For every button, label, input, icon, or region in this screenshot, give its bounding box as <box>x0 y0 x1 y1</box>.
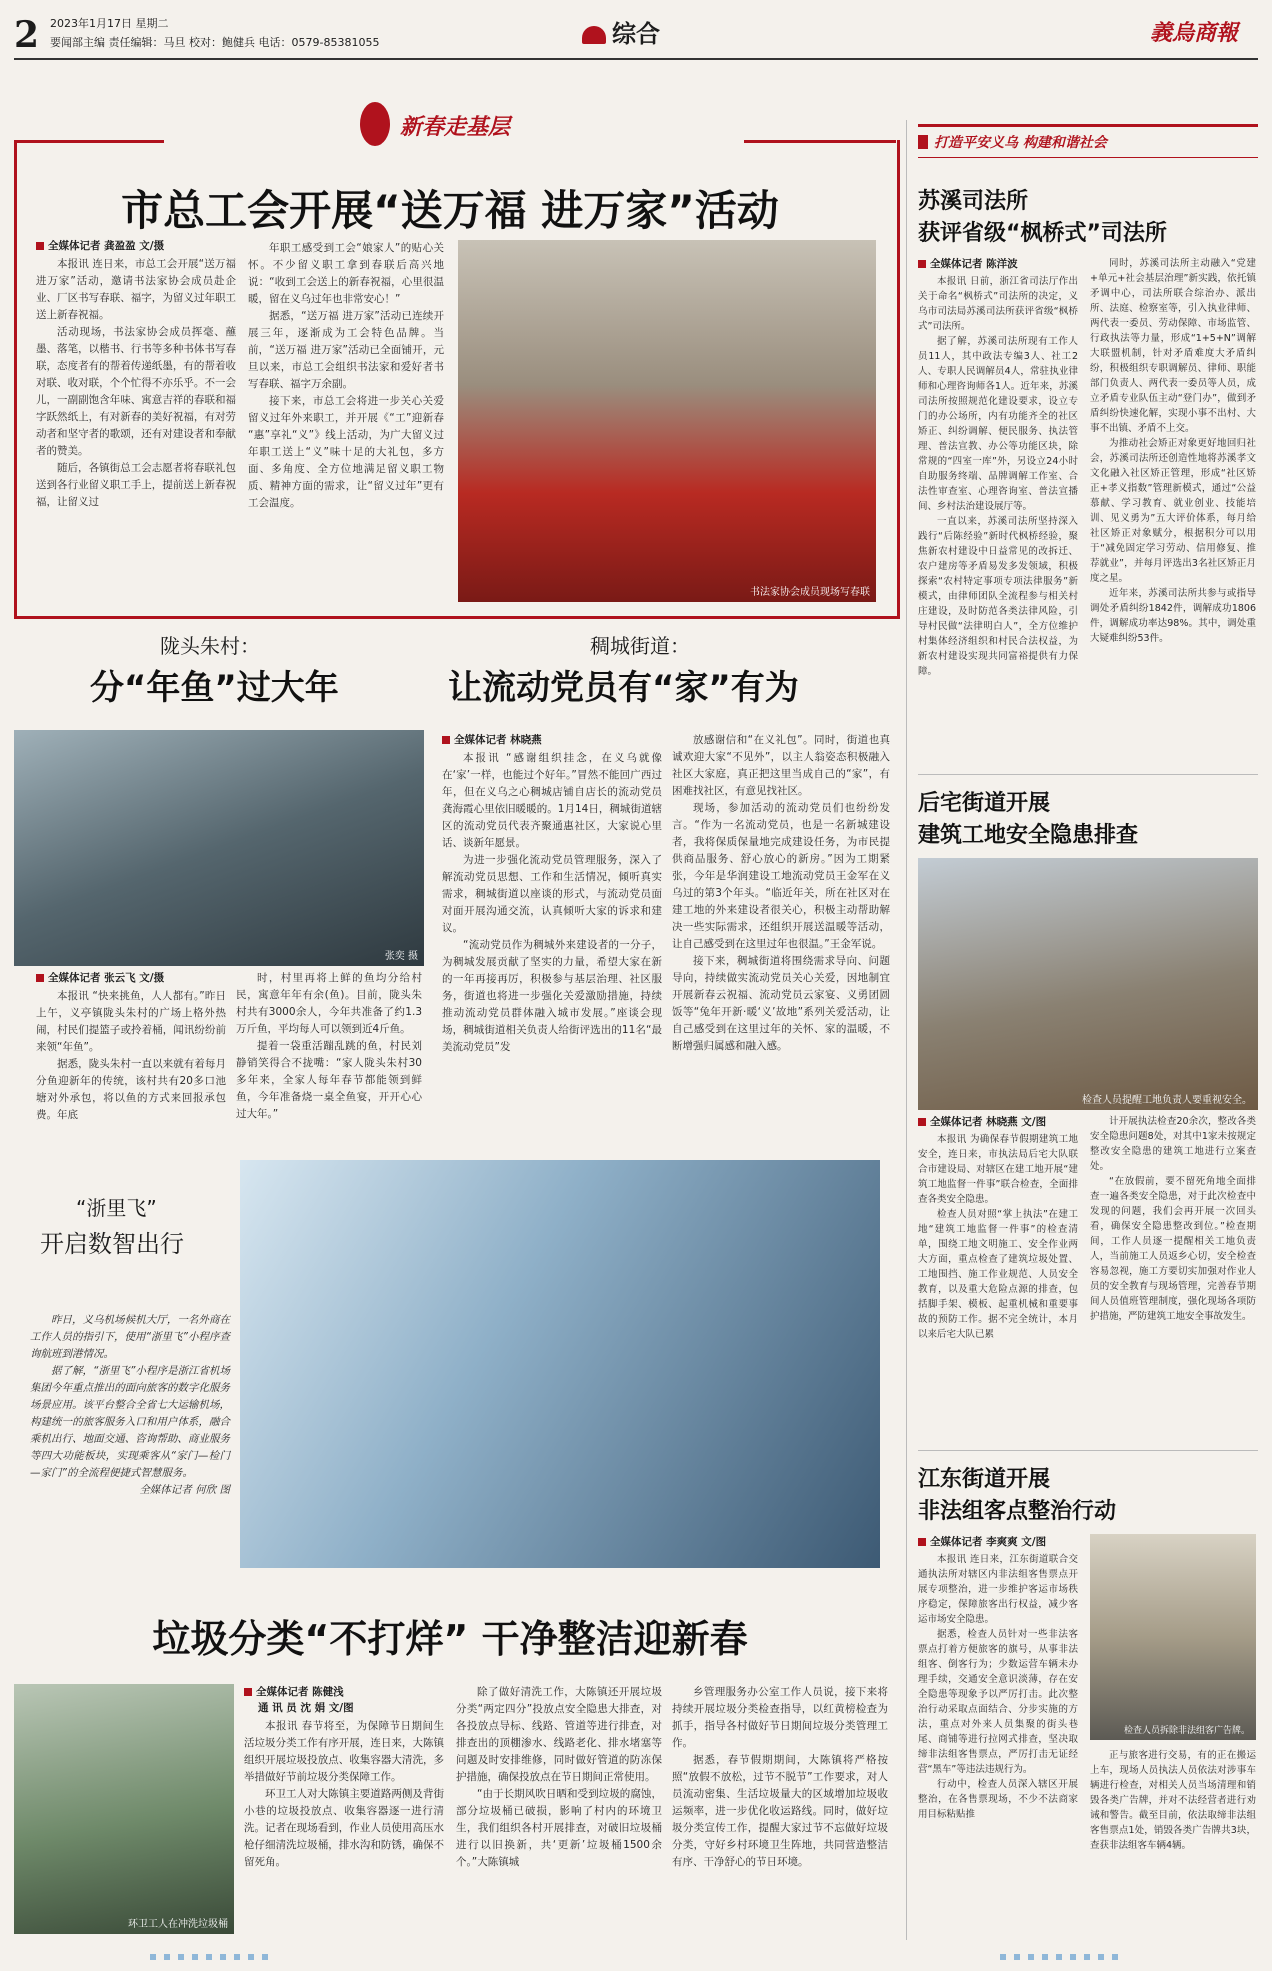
banner-label: 新春走基层 <box>400 115 511 140</box>
page-number: 2 <box>14 14 40 56</box>
fish-kicker: 陇头朱村： <box>160 634 260 658</box>
digital-photo <box>240 1160 880 1568</box>
fish-col2: 时，村里再将上鲜的鱼均分给村民，寓意年年有余(鱼)。目前，陇头朱村共有3000余人，今年共准备了约1.3万斤鱼，平均每人可以领到近4斤鱼。 提着一袋重活蹦乱跳的鱼，村民刘静销笑得合不拢嘴：“家人陇头朱村30多年来，全家人每年春节都能领到鲜鱼，今年准备烧一桌全鱼宴，开开心心过大年。” <box>236 972 422 1120</box>
houzhai-col1: 本报讯 为确保春节假期建筑工地安全，连日来，市执法局后宅大队联合市建设局、对辖区在建工地开展“建筑工地监督一件事”联合检查，全面排查各类安全隐患。 检查人员对照“掌上执法”在建工地“建筑工地监督一件事”的检查清单，围绕工地文明施工、安全作业两大方面，重点检查了建筑垃圾处置、工地围挡、施工作业规范、人员安全教育，以及重大危险点源的排查，包括脚手架、模板、起重机械和重要事故的预防工作。据不完全统计，本月以来后宅大队已累 <box>918 1134 1078 1340</box>
party-title: 让流动党员有“家”有为 <box>448 668 799 708</box>
fish-title: 分“年鱼”过大年 <box>90 668 339 708</box>
suxi-byline: 全媒体记者 陈洋波 <box>918 256 1018 272</box>
suxi-title1: 苏溪司法所 <box>918 189 1029 214</box>
garbage-col3: 乡管理服务办公室工作人员说，接下来将持续开展垃圾分类检查指导，以红黄榜检查为抓手，指导各村做好节日期间垃圾分类管理工作。 据悉，春节假期期间，大陈镇将严格按照“放假不放松，过节不脱节”工作要求，对人员流动密集、生活垃圾量大的区域增加垃圾收运频率，进一步优化收运路线。同时，做好垃圾分类宣传工作，提醒大家过节不忘做好垃圾分类，守好乡村环境卫生阵地，共同营造整洁有序、干净舒心的节日环境。 <box>672 1686 888 1868</box>
party-byline: 全媒体记者 林晓燕 <box>442 732 542 748</box>
garbage-photo-caption: 环卫工人在冲洗垃圾桶 <box>128 1919 228 1930</box>
houzhai-photo-caption: 检查人员提醒工地负责人要重视安全。 <box>1082 1095 1252 1106</box>
suxi-col2: 同时，苏溪司法所主动融入“党建+单元+社会基层治理”新实践，依托镇矛调中心，司法所联合综治办、派出所、法庭、检察室等，引入执业律师、两代表一委员、劳动保障、市场监管、行政执法等力量，形成“1+5+N”调解大联盟机制，针对矛盾难度大矛盾纠纷，积极组织专职调解员、律师、职能部门负责人、两代表一委员等人员，成立矛盾专业队伍主动“登门办”，做到矛盾纠纷快速化解，实现小事不出村、大事不出镇、矛盾不上交。 为推动社会矫正对象更好地回归社会，苏溪司法所还创造性地将苏溪孝文文化融入社区矫正管理，形成“社区矫正+孝义指数”管理新模式，通过“公益慕献、学习教育、就业创业、技能培训、见义勇为”五大评价体系，每月给社区矫正对象赋分，根据积分可以用于“减免固定学习劳动、信用修复、推荐就业”，并每月评选出3名社区矫正月度之星。 近年来，苏溪司法所共参与或指导调处矛盾纠纷1842件，调解成功1806件，调解成功率达98%。其中，调处重大疑难纠纷53件。 <box>1090 258 1256 644</box>
square-icon <box>918 1538 926 1546</box>
lead-title: 市总工会开展“送万福 进万家”活动 <box>121 186 779 235</box>
party-kicker: 稠城街道： <box>590 634 690 658</box>
houzhai-photo <box>918 858 1258 1110</box>
square-icon <box>36 974 44 982</box>
square-icon <box>442 736 450 744</box>
suxi-col1: 本报讯 日前，浙江省司法厅作出关于命名“枫桥式”司法所的决定，义乌市司法局苏溪司法所获评省级“枫桥式”司法所。 据了解，苏溪司法所现有工作人员11人，其中政法专编3人、社工2人、专职人民调解员4人，常驻执业律师和心理咨询师各1人。近年来，苏溪司法所按照规范化建设要求，设立专门的办公场所，内有功能齐全的社区矫正、纠纷调解、便民服务、执法管理、普法宣教、办公等功能区块，除常规的“四室一库”外，另设立24小时自助服务终端、品牌调解工作室、合法性审查室、心理咨询室、普法宣播间、乡村法治建设展厅等。 一直以来，苏溪司法所坚持深入践行“后陈经验”新时代枫桥经验，聚焦新农村建设中日益常见的改拆迁、农户建房等矛盾易发多发领域，积极探索“农村特定事项专项法律服务”新模式，由律师团队全流程参与相关村庄建设，及时防范各类法律风险，引导村民做“法律明白人”，全方位维护村集体经济组织和村民合法权益，为新农村建设实现共同富裕提供有力保障。 <box>918 276 1078 677</box>
garbage-col2: 除了做好清洗工作，大陈镇还开展垃圾分类“两定四分”投放点安全隐患大排查，对各投放点导标、线路、管道等进行排查，对排查出的顶棚渗水、线路老化、排水堵塞等问题及时安排维修，同时做好管道的防冻保护措施，确保投放点在节日期间正常使用。 “由于长期风吹日晒和受到垃圾的腐蚀，部分垃圾桶已破损，影响了村内的环境卫生，我们组织各村开展排查，对破旧垃圾桶进行以旧换新，共‘更新’垃圾桶1500余个。”大陈镇城 <box>456 1686 662 1868</box>
lead-col1: 本报讯 连日来，市总工会开展“送万福 进万家”活动，邀请书法家协会成员赴企业、厂区书写春联、福字，为留义过年职工送上新春祝福。 活动现场，书法家协会成员挥毫、蘸墨、落笔，以楷书、行书等多种书体书写春联，态度者有的帮着传递纸墨，有的帮着收对联、收对联，个个忙得不亦乐乎。不一会儿，一副副饱含年味、寓意吉祥的春联和福字跃然纸上，有对新春的美好祝福，有对劳动者和坚守者的歌颂，还有对建设者和奉献者的赞美。 随后，各镇街总工会志愿者将春联礼包送到各行业留义职工手上，提前送上新春祝福，让留义过 <box>36 258 236 508</box>
square-icon <box>918 135 928 149</box>
jiangdong-col1: 本报讯 连日来，江东街道联合交通执法所对辖区内非法组客售票点开展专项整治，进一步维护客运市场秩序稳定，保障旅客出行权益，减少客运市场安全隐患。 据悉，检查人员针对一些非法客票点打着方便旅客的旗号，从事非法组客、倒客行为；少数运营车辆未办理手续，交通安全意识淡薄，存在安全隐患等现象予以严厉打击。此次整治行动采取点面结合、分步实施的方法，重点对外来人员集聚的街头巷尾、商铺等进行拉网式排查，坚决取缔非法组客售票点，严厉打击无证经营“黑车”等违法违规行为。 行动中，检查人员深入辖区开展整治，在各售票现场，不少不法商家用目标粘贴推 <box>918 1554 1078 1820</box>
header-date: 2023年1月17日 星期二 <box>50 17 169 30</box>
sidebar-tag-text: 打造平安义乌 构建和谐社会 <box>934 135 1107 151</box>
party-col2: 放感谢信和“在义礼包”。同时，街道也真诚欢迎大家“不见外”，以主人翁姿态积极融入社区大家庭，真正把这里当成自己的“家”，有困难找社区，有意见找社区。 现场，参加活动的流动党员们也纷纷发言。“作为一名流动党员，也是一名新城建设者，我将保质保量地完成建设任务，为市民提供商品服务、舒心放心的新房。”因为工期紧张，今年是华润建设工地流动党员王金军在义乌过的第3个年头。“临近年关，所在社区对在建工地的外来建设者很关心，积极主动帮助解决一些实际需求，还组织开展送温暖等活动，让自己感受到在这里过年也很温。”王金军说。 接下来，稠城街道将围绕需求导向、问题导向，持续做实流动党员关心关爱，因地制宜开展新春云祝福、流动党员云家宴、义勇团圆饭等“兔年开新·暖‘义’故地”系列关爱活动，让自己感受到在这里过年的关怀、家的温暖，不断增强归属感和融入感。 <box>672 734 890 1052</box>
jiangdong-photo-caption: 检查人员拆除非法组客广告牌。 <box>1123 1726 1250 1736</box>
lead-photo <box>458 240 876 602</box>
lead-photo-caption: 书法家协会成员现场写春联 <box>750 587 870 598</box>
fish-byline: 全媒体记者 张云飞 文/摄 <box>36 970 164 986</box>
houzhai-byline: 全媒体记者 林晓燕 文/图 <box>918 1114 1046 1130</box>
square-icon <box>918 260 926 268</box>
lead-col2: 年职工感受到工会“娘家人”的贴心关怀。不少留义职工拿到春联后高兴地说：“收到工会送上的新春祝福，心里很温暖，留在义乌过年也非常安心！” 据悉，“送万福 进万家”活动已连续开展三年，逐渐成为工会特色品牌。当前，“送万福 进万家”活动已全面铺开，元旦以来，市总工会组织书法家和爱好者书写春联、福字万余副。 接下来，市总工会将进一步关心关爱留义过年外来职工，并开展《“工”迎新春 “惠”享礼“义”》线上活动，为广大留义过年职工送上“义”味十足的大礼包，多方面、多角度、全方位地满足留义职工物质、精神方面的需求，让“留义过年”更有工会温度。 <box>248 242 444 509</box>
jiangdong-title1: 江东街道开展 <box>918 1467 1051 1492</box>
square-icon <box>36 242 44 250</box>
jiangdong-col2: 正与旅客进行交易，有的正在搬运上车，现场人员执法人员依法对涉事车辆进行检查，对相关人员当场清理和销毁各类广告牌，并对不法经营者进行劝诫和警告。截至目前，依法取缔非法组客售票点1处，销毁各类广告牌共3块，查获非法组客车辆4辆。 <box>1090 1750 1256 1851</box>
fish-col1: 本报讯 “快来挑鱼，人人都有。”昨日上午，义亭镇陇头朱村的广场上格外热闹，村民们提篮子或拎着桶，闻讯纷纷前来领“年鱼”。 据悉，陇头朱村一直以来就有着每月分鱼迎新年的传统，该村共有20多口池塘对外承包，将以鱼的方式来回报承包费。年底 <box>36 990 226 1121</box>
lantern-icon <box>360 102 390 146</box>
garbage-col1: 本报讯 春节将至，为保障节日期间生活垃圾分类工作有序开展，连日来，大陈镇组织开展垃圾投放点、收集容器大清洗，多举措做好节前垃圾分类保障工作。 环卫工人对大陈镇主要道路两侧及背街小巷的垃圾投放点、收集容器逐一进行清洗。记者在现场看到，作业人员使用高压水枪仔细清洗垃圾桶，排水沟和防锈，确保不留死角。 <box>244 1720 444 1868</box>
lead-byline: 全媒体记者 龚盈盈 文/摄 <box>36 238 164 254</box>
square-icon <box>244 1688 252 1696</box>
digital-kicker: “浙里飞” <box>76 1196 157 1220</box>
party-col1: 本报讯 “感谢组织挂念，在义乌就像在‘家’一样，也能过个好年。”冒然不能回广西过年，但在义乌之心稠城店铺自店长的流动党员龚海霞心里依旧暖暖的。1月14日，稠城街道辖区的流动党员代表齐聚通惠社区，大家说心里话、谈新年愿景。 为进一步强化流动党员管理服务，深入了解流动党员思想、工作和生活情况，倾听真实需求，稠城街道以座谈的形式，与流动党员面对面开展沟通交流，认真倾听大家的诉求和建议。 “流动党员作为稠城外来建设者的一分子，为稠城发展贡献了坚实的力量，希望大家在新的一年再接再厉，积极参与基层治理、社区服务，街道也将进一步强化关爱激励措施，持续推动流动党员群体融入城市发展。”座谈会现场，稠城街道相关负责人给街评选出的11名“最美流动党员”发 <box>442 752 662 1053</box>
paper-logo: 義烏商報 <box>1150 20 1239 46</box>
sidebar-tag <box>918 124 1258 158</box>
suxi-title2: 获评省级“枫桥式”司法所 <box>918 221 1167 246</box>
digital-title: 开启数智出行 <box>40 1230 184 1258</box>
digital-text: 昨日，义乌机场候机大厅，一名外商在工作人员的指引下，使用“浙里飞”小程序查询航班到港情况。 据了解，“浙里飞”小程序是浙江省机场集团今年重点推出的面向旅客的数字化服务场景应用。该平台整合全省七大运输机场，构建统一的旅客服务入口和用户体系，融合乘机出行、地面交通、咨询帮助、商业服务等四大功能板块，实现乘客从“家门—检门—家门”的全流程便捷式智慧服务。 全媒体记者 何欣 图 <box>30 1312 230 1499</box>
square-icon <box>918 1118 926 1126</box>
digital-byline: 全媒体记者 何欣 图 <box>139 1484 230 1496</box>
jiangdong-photo <box>1090 1534 1256 1740</box>
banner-decoration <box>360 102 560 152</box>
section-title: 综合 <box>612 20 660 48</box>
fish-photo <box>14 730 424 966</box>
fish-photo-caption: 张奕 摄 <box>384 951 418 962</box>
garbage-photo <box>14 1684 234 1934</box>
jiangdong-byline: 全媒体记者 李爽爽 文/图 <box>918 1534 1046 1550</box>
footer-dots <box>0 1950 1272 1964</box>
page-header <box>0 0 1272 60</box>
header-editors: 要闻部主编 责任编辑：马旦 校对：鲍健兵 电话：0579-85381055 <box>50 36 380 49</box>
garbage-byline: 全媒体记者 陈健浅 通 讯 员 沈 娟 文/图 <box>244 1684 354 1716</box>
houzhai-title1: 后宅街道开展 <box>918 791 1051 816</box>
section-icon <box>582 26 606 44</box>
jiangdong-title2: 非法组客点整治行动 <box>918 1499 1117 1524</box>
houzhai-col2: 计开展执法检查20余次，整改各类安全隐患问题8处，对其中1家未按规定整改安全隐患的建筑工地进行立案查处。 “在放假前，要不留死角地全面排查一遍各类安全隐患，对于此次检查中发现的问题，我们会再开展一次回头看，确保安全隐患整改到位。”检查期间，工作人员逐一提醒相关工地负责人，当前施工人员返乡心切，安全检查容易忽视，施工方要切实加强对作业人员的安全教育与现场管理，完善春节期间人员值班管理制度，强化现场各项防护措施，严防建筑工地安全事故发生。 <box>1090 1116 1256 1322</box>
garbage-title: 垃圾分类“不打烊” 干净整洁迎新春 <box>152 1617 748 1661</box>
houzhai-title2: 建筑工地安全隐患排查 <box>918 823 1139 848</box>
